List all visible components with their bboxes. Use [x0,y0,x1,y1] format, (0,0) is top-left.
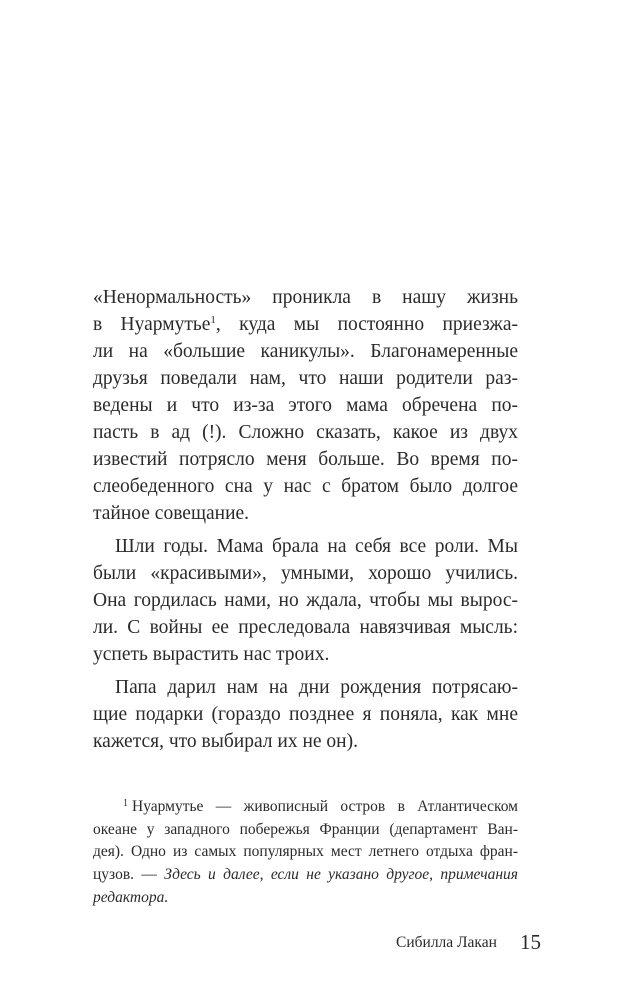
text-line: кажется, что выбирал их не он). [93,731,358,752]
text-line: Она гордилась нами, но ждала, чтобы мы вырос- [93,590,518,611]
text-fragment: в Нуармутье [93,314,211,335]
footnote-line [93,887,518,910]
text-line: «Ненормальность» проникла в нашу жизнь [93,287,518,308]
footnote-line: океане у западного побережья Франции (департамент Ван- [93,820,518,838]
text-line: Шли годы. Мама брала на себя все роли. Мы [115,536,518,557]
text-line: Папа дарил нам на дни рождения потрясаю- [115,677,518,698]
footnote-marker: 1 [123,798,128,809]
paragraph-3 [93,674,518,755]
text-line: тайное совещание. [93,503,250,524]
text-line: слеобеденного сна у нас с братом было долгое [93,476,518,497]
running-footer-author: Сибилла Лакан [396,934,497,951]
paragraph-1 [93,284,518,527]
text-fragment: цузов. — [93,866,165,884]
footnote-ref: 1 [210,314,216,326]
editor-note: Здесь и далее, если не указано другое, примечания [164,866,518,884]
main-text [93,284,518,755]
text-line: были «красивыми», умными, хорошо учились. [93,563,518,584]
footnote [93,796,518,910]
editor-note: редактора. [93,888,169,906]
footnote-line [93,864,518,887]
text-line: ведены и что из-за этого мама обречена по- [93,395,518,416]
text-line: пасть в ад (!). Сложно сказать, какое из двух [93,422,518,443]
page-number: 15 [520,930,541,954]
text-line [93,311,518,338]
text-line: ли на «большие каникулы». Благонамеренные [93,341,518,362]
text-line: ли. С войны ее преследовала навязчивая мысль: [93,617,518,638]
text-line: успеть вырастить нас троих. [93,644,330,665]
text-fragment: Нуармутье — живописный остров в Атлантическом [132,798,518,815]
text-fragment: , куда мы постоянно приезжа- [215,314,518,335]
text-line: щие подарки (гораздо позднее я поняла, как мне [93,704,518,725]
text-line: известий потрясло меня больше. Во время по- [93,449,518,470]
footnote-line [93,796,518,819]
footnote-line: дея). Одно из самых популярных мест летнего отдыха фран- [93,843,518,861]
paragraph-2 [93,533,518,668]
text-line: друзья поведали нам, что наши родители раз- [93,368,518,389]
